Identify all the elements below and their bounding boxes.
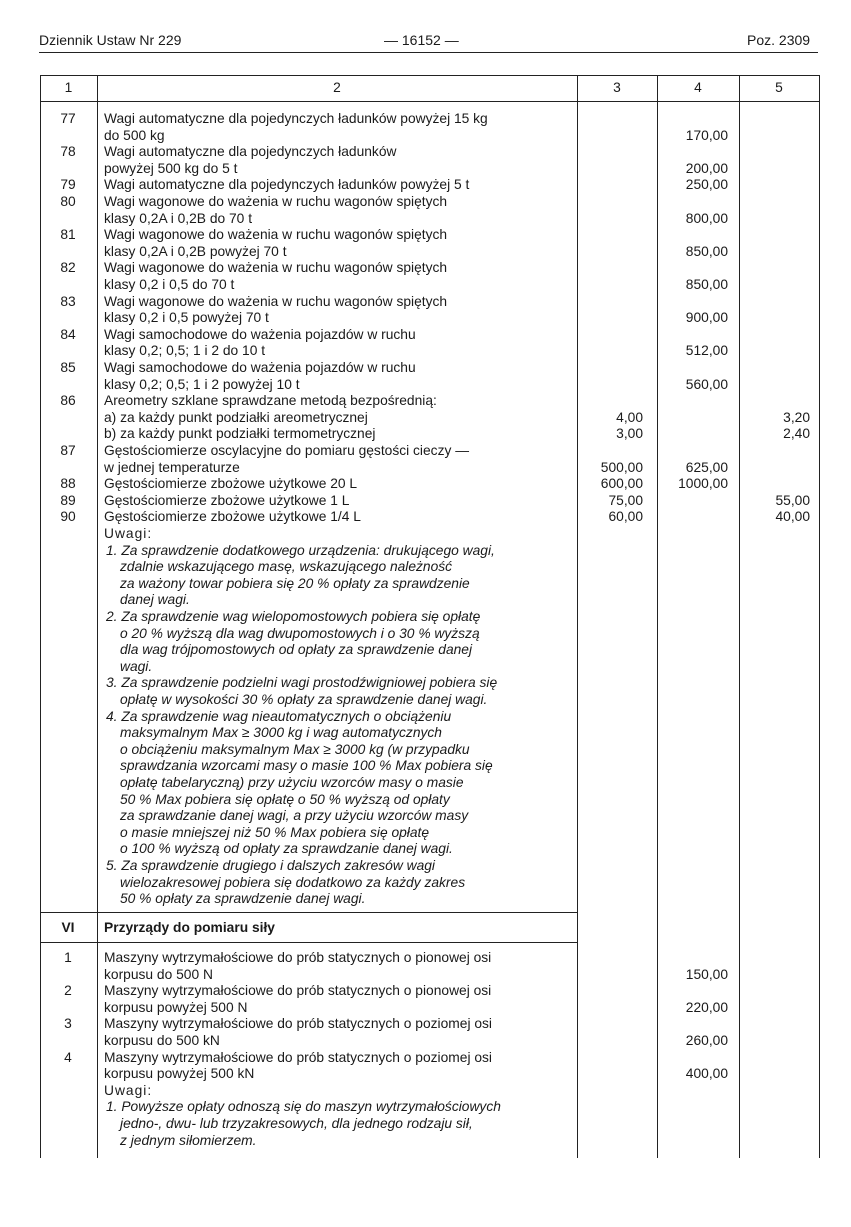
item-description: Gęstościomierze zbożowe użytkowe 1/4 L: [104, 509, 361, 525]
column-rule: [819, 75, 820, 1158]
item-description: Wagi samochodowe do ważenia pojazdów w ruchu: [104, 326, 416, 342]
item-description: korpusu do 500 kN: [104, 1033, 220, 1048]
row-number: 2: [64, 983, 72, 999]
item-description: Maszyny wytrzymałościowe do prób statycznych o pionowej osi: [104, 950, 492, 965]
note-line: opłatę tabelaryczną) przy użyciu wzorców masy o masie: [120, 775, 464, 790]
item-description: Wagi samochodowe do ważenia pojazdów w ruchu: [104, 360, 416, 375]
note-line: wagi.: [120, 658, 153, 674]
note-line: 5. Za sprawdzenie drugiego i dalszych zakresów wagi: [106, 858, 435, 873]
note-line: o obciążeniu maksymalnym Max ≥ 3000 kg (w przypadku: [120, 741, 470, 757]
item-description: w jednej temperaturze: [104, 459, 240, 475]
item-description: Wagi wagonowe do ważenia w ruchu wagonów spiętych: [104, 227, 448, 243]
row-number: 78: [60, 144, 76, 160]
note-line: o masie mniejszej niż 50 % Max pobiera się opłatę: [120, 824, 430, 840]
fee-col4: 900,00: [685, 310, 728, 326]
item-description: Wagi automatyczne dla pojedynczych ładunków powyżej 5 t: [104, 177, 470, 193]
note-line: wielozakresowej pobiera się dodatkowo za każdy zakres: [120, 874, 466, 890]
fee-col4: 800,00: [685, 210, 728, 226]
section-title: Przyrządy do pomiaru siły: [104, 920, 275, 935]
fee-col4: 250,00: [685, 177, 728, 193]
item-description: klasy 0,2; 0,5; 1 i 2 powyżej 10 t: [104, 376, 300, 392]
fee-col4: 1000,00: [678, 476, 728, 492]
fee-col3: 75,00: [608, 492, 643, 508]
item-description: Gęstościomierze zbożowe użytkowe 20 L: [104, 476, 358, 492]
note-line: jedno-, dwu- lub trzyzakresowych, dla jednego rodzaju sił,: [120, 1116, 473, 1131]
item-description: Wagi wagonowe do ważenia w ruchu wagonów spiętych: [104, 194, 448, 209]
fee-col4: 850,00: [685, 277, 728, 292]
row-number: 88: [60, 476, 76, 492]
column-rule: [97, 75, 98, 1158]
fee-col3: 60,00: [608, 509, 643, 525]
item-description: do 500 kg: [104, 127, 165, 143]
table-header-border: [40, 101, 819, 102]
row-number: 4: [64, 1049, 72, 1065]
row-number: 81: [60, 227, 76, 243]
item-description: Gęstościomierze oscylacyjne do pomiaru gęstości cieczy —: [104, 443, 469, 458]
column-header: 2: [333, 80, 341, 95]
note-line: maksymalnym Max ≥ 3000 kg i wag automatycznych: [120, 725, 442, 741]
item-description: b) za każdy punkt podziałki termometrycznej: [104, 426, 376, 442]
item-description: Wagi automatyczne dla pojedynczych ładunków powyżej 15 kg: [104, 111, 488, 126]
header-position: Poz. 2309: [747, 32, 811, 48]
header-page-number: — 16152 —: [384, 32, 459, 48]
row-number: 87: [60, 443, 76, 458]
section-rule-bottom: [40, 942, 577, 943]
header-journal: Dziennik Ustaw Nr 229: [39, 32, 182, 48]
note-line: 4. Za sprawdzenie wag nieautomatycznych o obciążeniu: [106, 708, 452, 724]
row-number: 90: [60, 509, 76, 525]
row-number: 79: [60, 177, 76, 193]
note-line: 50 % Max pobiera się opłatę o 50 % wyższą od opłaty: [120, 791, 450, 807]
fee-col4: 170,00: [685, 127, 728, 143]
row-number: 80: [60, 194, 76, 209]
row-number: 89: [60, 492, 76, 508]
fee-col4: 260,00: [685, 1033, 728, 1048]
row-number: 1: [64, 950, 72, 965]
item-description: korpusu do 500 N: [104, 966, 213, 982]
fee-col3: 4,00: [616, 409, 643, 425]
column-header: 1: [64, 80, 73, 95]
fee-col4: 150,00: [685, 966, 728, 982]
fee-col5: 40,00: [775, 509, 810, 525]
item-description: Maszyny wytrzymałościowe do prób statycznych o pionowej osi: [104, 983, 492, 999]
column-rule: [577, 75, 578, 1158]
note-line: za sprawdzanie danej wagi, a przy użyciu wzorców masy: [120, 808, 469, 824]
item-description: Wagi wagonowe do ważenia w ruchu wagonów spiętych: [104, 293, 448, 309]
item-description: klasy 0,2 i 0,5 do 70 t: [104, 277, 235, 292]
fee-col4: 400,00: [685, 1066, 728, 1082]
section-number: VI: [61, 920, 75, 935]
column-rule: [739, 75, 740, 1158]
row-number: 3: [64, 1016, 72, 1032]
fee-col4: 512,00: [685, 343, 728, 359]
note-line: dla wag trójpomostowych od opłaty za sprawdzenie danej: [120, 642, 473, 658]
note-line: o 20 % wyższą dla wag dwupomostowych i o 30 % wyższą: [120, 625, 480, 641]
note-line: 1. Powyższe opłaty odnoszą się do maszyn wytrzymałościowych: [106, 1099, 501, 1115]
item-description: korpusu powyżej 500 kN: [104, 1066, 255, 1082]
column-header: 3: [613, 80, 621, 95]
item-description: korpusu powyżej 500 N: [104, 999, 248, 1015]
section-rule-top: [40, 912, 577, 913]
item-description: a) za każdy punkt podziałki areometrycznej: [104, 409, 368, 425]
fee-col4: 625,00: [685, 459, 728, 475]
column-header: 5: [775, 80, 783, 95]
note-line: 50 % opłaty za sprawdzenie danej wagi.: [120, 891, 366, 907]
note-line: sprawdzania wzorcami masy o masie 100 % Max pobiera się: [120, 758, 493, 774]
row-number: 77: [60, 111, 76, 126]
item-description: Gęstościomierze zbożowe użytkowe 1 L: [104, 492, 350, 508]
note-line: z jednym siłomierzem.: [120, 1132, 257, 1148]
note-line: 2. Za sprawdzenie wag wielopomostowych pobiera się opłatę: [106, 609, 481, 624]
fee-col4: 200,00: [685, 160, 728, 176]
row-number: 86: [60, 393, 76, 409]
item-description: Maszyny wytrzymałościowe do prób statycznych o poziomej osi: [104, 1016, 492, 1032]
item-description: Wagi automatyczne dla pojedynczych ładunków: [104, 144, 397, 160]
fee-col4: 220,00: [685, 999, 728, 1015]
item-description: Wagi wagonowe do ważenia w ruchu wagonów spiętych: [104, 260, 448, 276]
item-description: klasy 0,2A i 0,2B powyżej 70 t: [104, 243, 287, 259]
row-number: 85: [60, 360, 76, 375]
fee-col5: 55,00: [775, 492, 810, 508]
note-line: o 100 % wyższą od opłaty za sprawdzanie danej wagi.: [120, 841, 453, 857]
fee-col5: 3,20: [783, 409, 810, 425]
item-description: klasy 0,2A i 0,2B do 70 t: [104, 210, 253, 226]
table-top-border: [40, 75, 819, 76]
note-line: zdalnie wskazującego masę, wskazującego należność: [120, 559, 453, 575]
note-line: danej wagi.: [120, 592, 190, 608]
column-rule: [657, 75, 658, 1158]
fee-col3: 600,00: [600, 476, 643, 492]
fee-col4: 560,00: [685, 376, 728, 392]
item-description: Maszyny wytrzymałościowe do prób statycznych o poziomej osi: [104, 1049, 492, 1065]
note-line: za ważony towar pobiera się 20 % opłaty za sprawdzenie: [120, 575, 470, 591]
item-description: Areometry szklane sprawdzane metodą bezpośrednią:: [104, 393, 437, 409]
fee-col3: 3,00: [616, 426, 643, 442]
notes-title: Uwagi:: [104, 1082, 153, 1098]
fee-col3: 500,00: [600, 459, 643, 475]
column-rule: [40, 75, 41, 1158]
note-line: opłatę w wysokości 30 % opłaty za sprawdzenie danej wagi.: [120, 692, 488, 707]
fee-col4: 850,00: [685, 243, 728, 259]
row-number: 82: [60, 260, 76, 276]
column-header: 4: [694, 80, 702, 95]
notes-title: Uwagi:: [104, 526, 153, 541]
row-number: 83: [60, 293, 76, 309]
item-description: klasy 0,2 i 0,5 powyżej 70 t: [104, 310, 269, 326]
item-description: powyżej 500 kg do 5 t: [104, 160, 238, 176]
note-line: 1. Za sprawdzenie dodatkowego urządzenia: drukującego wagi,: [106, 542, 495, 558]
fee-col5: 2,40: [783, 426, 810, 442]
row-number: 84: [60, 326, 76, 342]
item-description: klasy 0,2; 0,5; 1 i 2 do 10 t: [104, 343, 266, 359]
header-rule: [39, 52, 818, 53]
note-line: 3. Za sprawdzenie podzielni wagi prostodźwigniowej pobiera się: [106, 675, 498, 691]
